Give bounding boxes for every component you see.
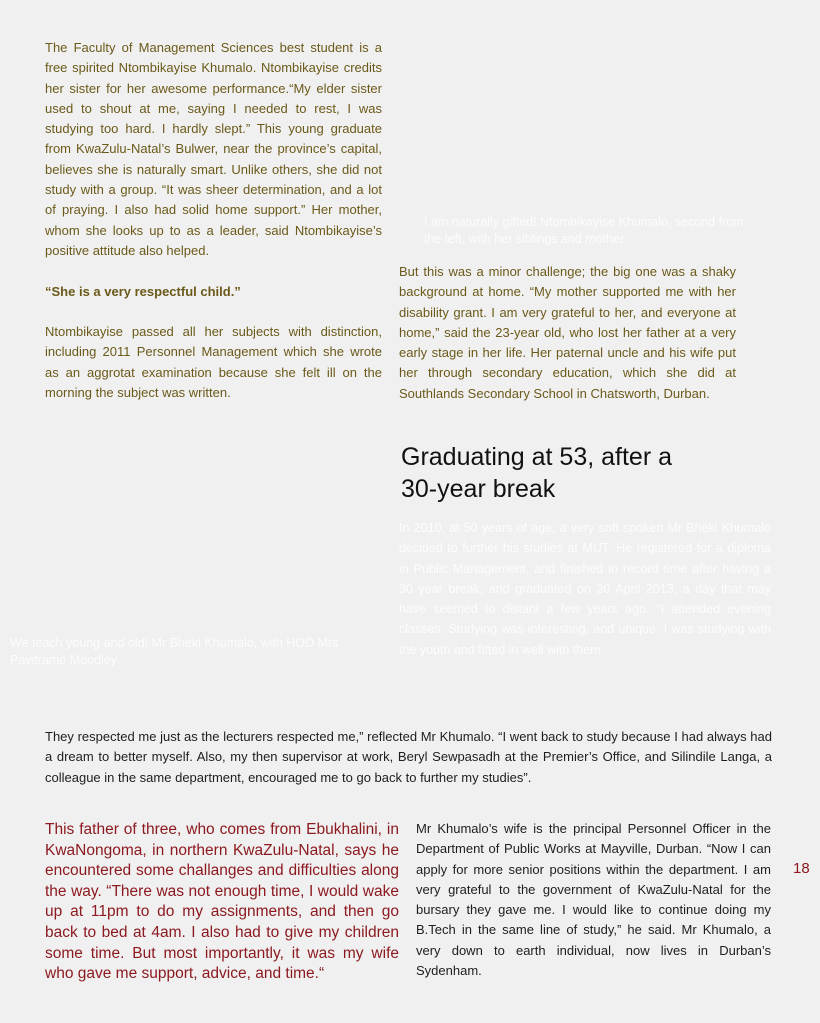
photo-caption-graduate: We teach young and old! Mr Bheki Khumalo, with HOD Mrs Pavitramo Moodley bbox=[10, 636, 339, 667]
article2-intro-paragraph: In 2010, at 50 years of age, a very soft spoken Mr Bheki Khumalo decided to further his studies at MUT. He registered for a diploma in Public Management, and finished in record time after having a 30 year break, and graduated on 30 April 2013, a day that may have seemed to distant a few years ago. “I attended evening classes. Studying was interesting, and unique. I was studying with the youth and fitted in well with them. bbox=[399, 521, 771, 657]
page-number: 18 bbox=[793, 860, 810, 877]
article2-red-pull-quote: This father of three, who comes from Ebukhalini, in KwaNongoma, in northern KwaZulu-Natal, says he encountered some challanges and difficulties along the way. “There was not enough time, I would wake up at 11pm to do my assignments, and then go back to bed at 4am. I also had to give my children some time. But most importantly, it was my wife who gave me support, advice, and time.“ bbox=[45, 821, 399, 983]
photo-caption-siblings: I am naturally gifted! Ntombikayise Khumalo, second from the left, with her siblings and mother bbox=[424, 215, 744, 246]
article1-closing-paragraph: Ntombikayise passed all her subjects with distinction, including 2011 Personnel Management which she wrote as an aggrotat examination because she felt ill on the morning the subject was written. bbox=[45, 324, 382, 400]
article2-full-width-paragraph: They respected me just as the lecturers respected me,” reflected Mr Khumalo. “I went back to study because I had always had a dream to better myself. Also, my then supervisor at work, Beryl Sewpasadh at the Premier’s Office, and Silindile Langa, a colleague in the same department, encouraged me to go back to further my studies”. bbox=[45, 729, 772, 785]
article1-pull-quote: “She is a very respectful child.” bbox=[45, 284, 241, 299]
article1-intro-paragraph: The Faculty of Management Sciences best student is a free spirited Ntombikayise Khumalo. Ntombikayise credits her sister for her awesome performance.“My elder sister used to shout at me, saying I needed to rest, I was studying too hard. I hardly slept.” This young graduate from KwaZulu-Natal’s Bulwer, near the province’s capital, believes she is naturally smart. Unlike others, she did not study with a group. “It was sheer determination, and a lot of praying. I also had solid home support.” Her mother, whom she looks up to as a leader, said Ntombikayise’s positive attitude also helped. bbox=[45, 40, 382, 258]
article1-right-column-paragraph: But this was a minor challenge; the big one was a shaky background at home. “My mother supported me with her disability grant. I am very grateful to her, and everyone at home,” said the 23-year old, who lost her father at a very early stage in her life. Her paternal uncle and his wife put her through secondary education, which she did at Southlands Secondary School in Chatsworth, Durban. bbox=[399, 264, 736, 401]
heading-line-1: Graduating at 53, after a bbox=[401, 443, 673, 471]
article2-heading bbox=[401, 441, 781, 505]
heading-line-2: 30-year break bbox=[401, 475, 556, 503]
article2-closing-paragraph: Mr Khumalo’s wife is the principal Personnel Officer in the Department of Public Works at Mayville, Durban. “Now I can apply for more senior positions within the department. I am very grateful to the government of KwaZulu-Natal for the bursary they gave me. I would like to continue doing my B.Tech in the same line of study,” he said. Mr Khumalo, a very down to earth individual, now lives in Durban’s Sydenham. bbox=[416, 821, 771, 979]
